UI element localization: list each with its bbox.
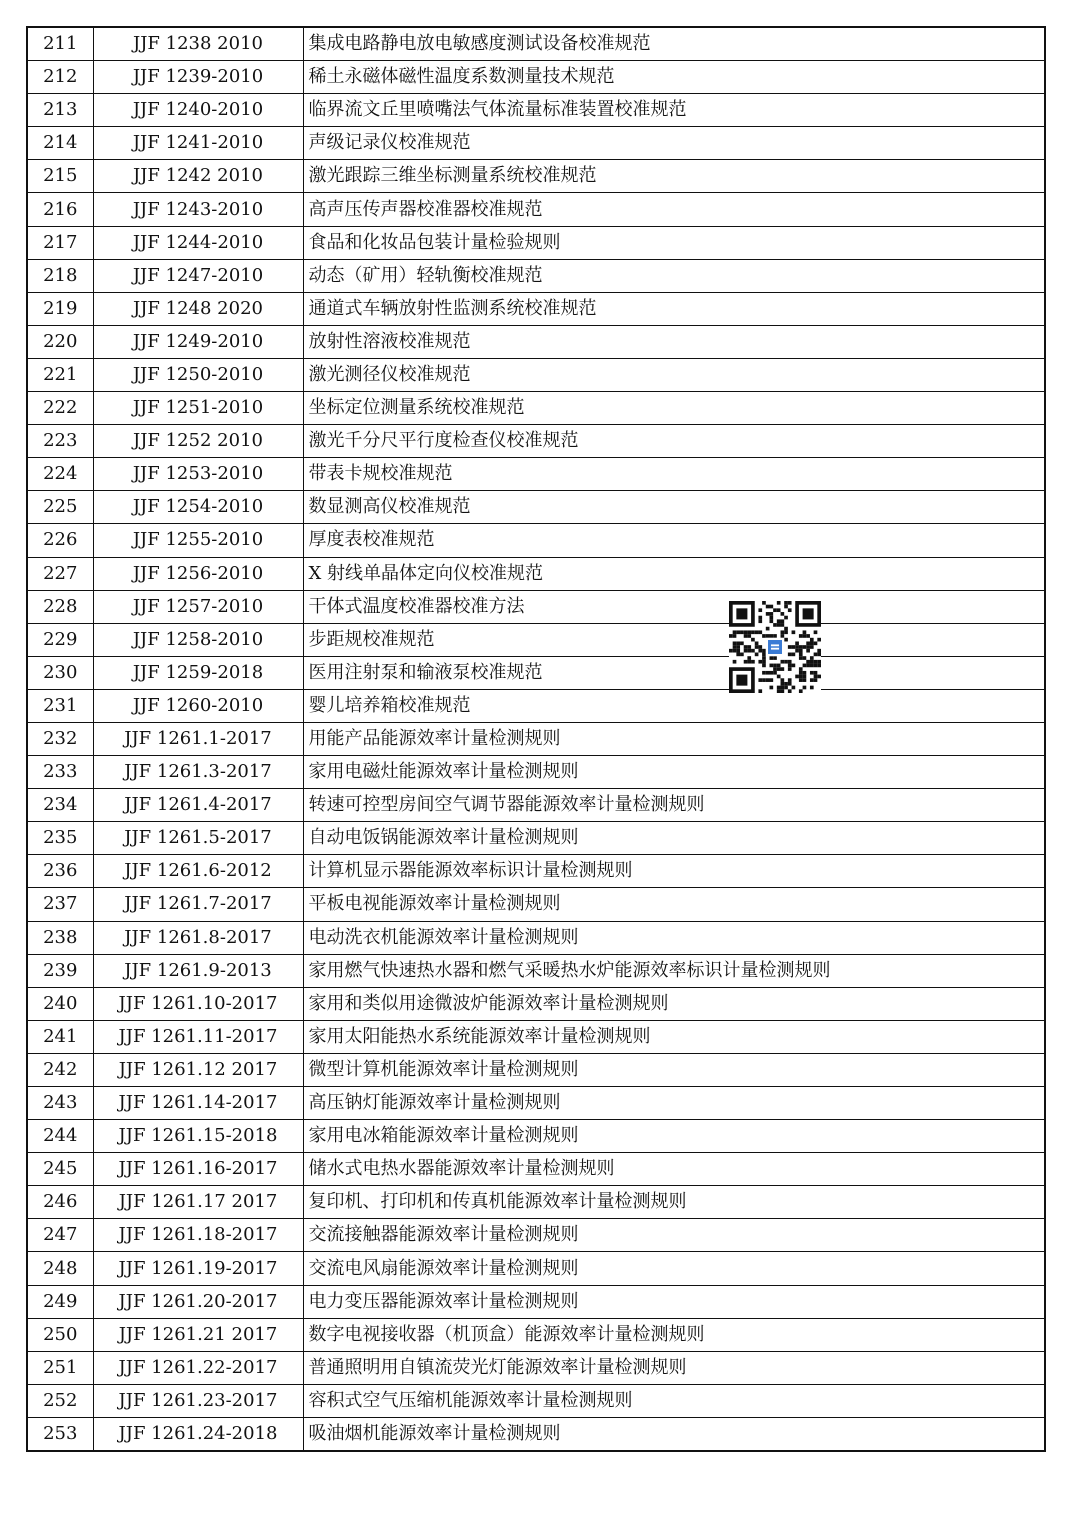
standard-name: 家用燃气快速热水器和燃气采暖热水炉能源效率标识计量检测规则 (303, 954, 1045, 987)
row-number: 216 (27, 193, 93, 226)
standard-name: 家用和类似用途微波炉能源效率计量检测规则 (303, 987, 1045, 1020)
standard-name: 交流接触器能源效率计量检测规则 (303, 1219, 1045, 1252)
standard-code: JJF 1240-2010 (93, 94, 303, 127)
row-number: 214 (27, 127, 93, 160)
standard-name: 激光跟踪三维坐标测量系统校准规范 (303, 160, 1045, 193)
standard-name: 家用电磁灶能源效率计量检测规则 (303, 756, 1045, 789)
row-number: 227 (27, 557, 93, 590)
standard-code: JJF 1261.24-2018 (93, 1417, 303, 1451)
table-row (27, 27, 1045, 61)
standard-code: JJF 1261.7-2017 (93, 888, 303, 921)
row-number: 239 (27, 954, 93, 987)
row-number: 213 (27, 94, 93, 127)
standard-name: 干体式温度校准器校准方法 (303, 590, 1045, 623)
table-row (27, 226, 1045, 259)
standard-code: JJF 1261.14-2017 (93, 1087, 303, 1120)
table-row (27, 756, 1045, 789)
standard-name: 临界流文丘里喷嘴法气体流量标准装置校准规范 (303, 94, 1045, 127)
standard-code: JJF 1260-2010 (93, 689, 303, 722)
row-number: 222 (27, 392, 93, 425)
standard-code: JJF 1261.17 2017 (93, 1186, 303, 1219)
standard-code: JJF 1255-2010 (93, 524, 303, 557)
standard-name: 食品和化妆品包装计量检验规则 (303, 226, 1045, 259)
row-number: 232 (27, 722, 93, 755)
row-number: 224 (27, 458, 93, 491)
row-number: 234 (27, 789, 93, 822)
standard-name: 数字电视接收器（机顶盒）能源效率计量检测规则 (303, 1318, 1045, 1351)
standard-name: X 射线单晶体定向仪校准规范 (303, 557, 1045, 590)
row-number: 250 (27, 1318, 93, 1351)
table-row (27, 127, 1045, 160)
table-row (27, 888, 1045, 921)
row-number: 219 (27, 292, 93, 325)
table-row (27, 392, 1045, 425)
standard-name: 转速可控型房间空气调节器能源效率计量检测规则 (303, 789, 1045, 822)
table-row (27, 722, 1045, 755)
standard-name: 交流电风扇能源效率计量检测规则 (303, 1252, 1045, 1285)
row-number: 240 (27, 987, 93, 1020)
standard-name: 动态（矿用）轻轨衡校准规范 (303, 259, 1045, 292)
table-row (27, 458, 1045, 491)
table-row (27, 524, 1045, 557)
standard-code: JJF 1261.22-2017 (93, 1351, 303, 1384)
standard-name: 家用电冰箱能源效率计量检测规则 (303, 1120, 1045, 1153)
row-number: 238 (27, 921, 93, 954)
table-row (27, 61, 1045, 94)
table-row (27, 557, 1045, 590)
standard-code: JJF 1244-2010 (93, 226, 303, 259)
standard-name: 用能产品能源效率计量检测规则 (303, 722, 1045, 755)
standard-code: JJF 1261.6-2012 (93, 855, 303, 888)
standard-name: 计算机显示器能源效率标识计量检测规则 (303, 855, 1045, 888)
standard-name: 数显测高仪校准规范 (303, 491, 1045, 524)
row-number: 243 (27, 1087, 93, 1120)
standard-code: JJF 1252 2010 (93, 425, 303, 458)
row-number: 229 (27, 623, 93, 656)
row-number: 248 (27, 1252, 93, 1285)
standard-name: 复印机、打印机和传真机能源效率计量检测规则 (303, 1186, 1045, 1219)
standard-code: JJF 1261.20-2017 (93, 1285, 303, 1318)
standard-code: JJF 1261.21 2017 (93, 1318, 303, 1351)
qr-code-icon (729, 601, 821, 693)
standard-code: JJF 1253-2010 (93, 458, 303, 491)
standard-name: 储水式电热水器能源效率计量检测规则 (303, 1153, 1045, 1186)
table-row (27, 987, 1045, 1020)
standard-code: JJF 1261.5-2017 (93, 822, 303, 855)
standard-code: JJF 1247-2010 (93, 259, 303, 292)
row-number: 221 (27, 358, 93, 391)
standard-code: JJF 1261.9-2013 (93, 954, 303, 987)
table-row (27, 1219, 1045, 1252)
table-row (27, 358, 1045, 391)
standard-name: 婴儿培养箱校准规范 (303, 689, 1045, 722)
standard-name: 容积式空气压缩机能源效率计量检测规则 (303, 1384, 1045, 1417)
table-row (27, 193, 1045, 226)
standard-code: JJF 1238 2010 (93, 27, 303, 61)
table-row (27, 292, 1045, 325)
table-row (27, 1252, 1045, 1285)
table-row (27, 94, 1045, 127)
standard-name: 家用太阳能热水系统能源效率计量检测规则 (303, 1020, 1045, 1053)
standard-name: 放射性溶液校准规范 (303, 325, 1045, 358)
standard-name: 平板电视能源效率计量检测规则 (303, 888, 1045, 921)
standard-code: JJF 1261.12 2017 (93, 1053, 303, 1086)
row-number: 225 (27, 491, 93, 524)
standard-code: JJF 1261.18-2017 (93, 1219, 303, 1252)
row-number: 212 (27, 61, 93, 94)
table-row (27, 1053, 1045, 1086)
table-body (27, 27, 1045, 1451)
standards-table (26, 26, 1046, 1452)
row-number: 249 (27, 1285, 93, 1318)
standard-code: JJF 1261.11-2017 (93, 1020, 303, 1053)
standard-code: JJF 1261.23-2017 (93, 1384, 303, 1417)
table-row (27, 789, 1045, 822)
table-row (27, 656, 1045, 689)
standard-name: 稀土永磁体磁性温度系数测量技术规范 (303, 61, 1045, 94)
standard-code: JJF 1261.15-2018 (93, 1120, 303, 1153)
standard-code: JJF 1259-2018 (93, 656, 303, 689)
row-number: 235 (27, 822, 93, 855)
table-row (27, 1351, 1045, 1384)
table-row (27, 590, 1045, 623)
table-row (27, 425, 1045, 458)
table-row (27, 1417, 1045, 1451)
standard-code: JJF 1250-2010 (93, 358, 303, 391)
table-row (27, 954, 1045, 987)
table-row (27, 1087, 1045, 1120)
row-number: 253 (27, 1417, 93, 1451)
standard-code: JJF 1261.16-2017 (93, 1153, 303, 1186)
standard-code: JJF 1261.8-2017 (93, 921, 303, 954)
row-number: 230 (27, 656, 93, 689)
table-row (27, 325, 1045, 358)
row-number: 211 (27, 27, 93, 61)
row-number: 217 (27, 226, 93, 259)
standard-code: JJF 1261.3-2017 (93, 756, 303, 789)
table-row (27, 822, 1045, 855)
row-number: 236 (27, 855, 93, 888)
standard-code: JJF 1261.4-2017 (93, 789, 303, 822)
row-number: 244 (27, 1120, 93, 1153)
table-row (27, 1120, 1045, 1153)
row-number: 220 (27, 325, 93, 358)
table-row (27, 1384, 1045, 1417)
standard-code: JJF 1258-2010 (93, 623, 303, 656)
table-row (27, 1020, 1045, 1053)
standard-name: 集成电路静电放电敏感度测试设备校准规范 (303, 27, 1045, 61)
standard-code: JJF 1256-2010 (93, 557, 303, 590)
standard-name: 高压钠灯能源效率计量检测规则 (303, 1087, 1045, 1120)
row-number: 215 (27, 160, 93, 193)
standard-name: 普通照明用自镇流荧光灯能源效率计量检测规则 (303, 1351, 1045, 1384)
standard-name: 带表卡规校准规范 (303, 458, 1045, 491)
standard-name: 步距规校准规范 (303, 623, 1045, 656)
standard-code: JJF 1261.1-2017 (93, 722, 303, 755)
table-row (27, 1153, 1045, 1186)
standard-name: 激光测径仪校准规范 (303, 358, 1045, 391)
standard-code: JJF 1243-2010 (93, 193, 303, 226)
standard-name: 吸油烟机能源效率计量检测规则 (303, 1417, 1045, 1451)
standard-name: 高声压传声器校准器校准规范 (303, 193, 1045, 226)
row-number: 228 (27, 590, 93, 623)
standard-code: JJF 1251-2010 (93, 392, 303, 425)
table-row (27, 921, 1045, 954)
standard-name: 电动洗衣机能源效率计量检测规则 (303, 921, 1045, 954)
standard-name: 微型计算机能源效率计量检测规则 (303, 1053, 1045, 1086)
row-number: 226 (27, 524, 93, 557)
row-number: 233 (27, 756, 93, 789)
row-number: 241 (27, 1020, 93, 1053)
row-number: 231 (27, 689, 93, 722)
standard-name: 医用注射泵和输液泵校准规范 (303, 656, 1045, 689)
table-row (27, 1186, 1045, 1219)
table-row (27, 1318, 1045, 1351)
row-number: 247 (27, 1219, 93, 1252)
standard-code: JJF 1249-2010 (93, 325, 303, 358)
table-row (27, 1285, 1045, 1318)
row-number: 237 (27, 888, 93, 921)
row-number: 245 (27, 1153, 93, 1186)
row-number: 251 (27, 1351, 93, 1384)
row-number: 223 (27, 425, 93, 458)
standard-name: 通道式车辆放射性监测系统校准规范 (303, 292, 1045, 325)
table-row (27, 689, 1045, 722)
standard-code: JJF 1242 2010 (93, 160, 303, 193)
standard-code: JJF 1257-2010 (93, 590, 303, 623)
row-number: 252 (27, 1384, 93, 1417)
standard-name: 自动电饭锅能源效率计量检测规则 (303, 822, 1045, 855)
table-row (27, 855, 1045, 888)
row-number: 246 (27, 1186, 93, 1219)
row-number: 242 (27, 1053, 93, 1086)
row-number: 218 (27, 259, 93, 292)
standard-code: JJF 1261.10-2017 (93, 987, 303, 1020)
table-row (27, 623, 1045, 656)
standard-code: JJF 1254-2010 (93, 491, 303, 524)
table-row (27, 259, 1045, 292)
table-row (27, 491, 1045, 524)
standard-name: 坐标定位测量系统校准规范 (303, 392, 1045, 425)
standard-code: JJF 1261.19-2017 (93, 1252, 303, 1285)
standard-code: JJF 1248 2020 (93, 292, 303, 325)
standard-code: JJF 1241-2010 (93, 127, 303, 160)
table-row (27, 160, 1045, 193)
standard-code: JJF 1239-2010 (93, 61, 303, 94)
standard-name: 厚度表校准规范 (303, 524, 1045, 557)
standard-name: 声级记录仪校准规范 (303, 127, 1045, 160)
standard-name: 激光千分尺平行度检查仪校准规范 (303, 425, 1045, 458)
standard-name: 电力变压器能源效率计量检测规则 (303, 1285, 1045, 1318)
